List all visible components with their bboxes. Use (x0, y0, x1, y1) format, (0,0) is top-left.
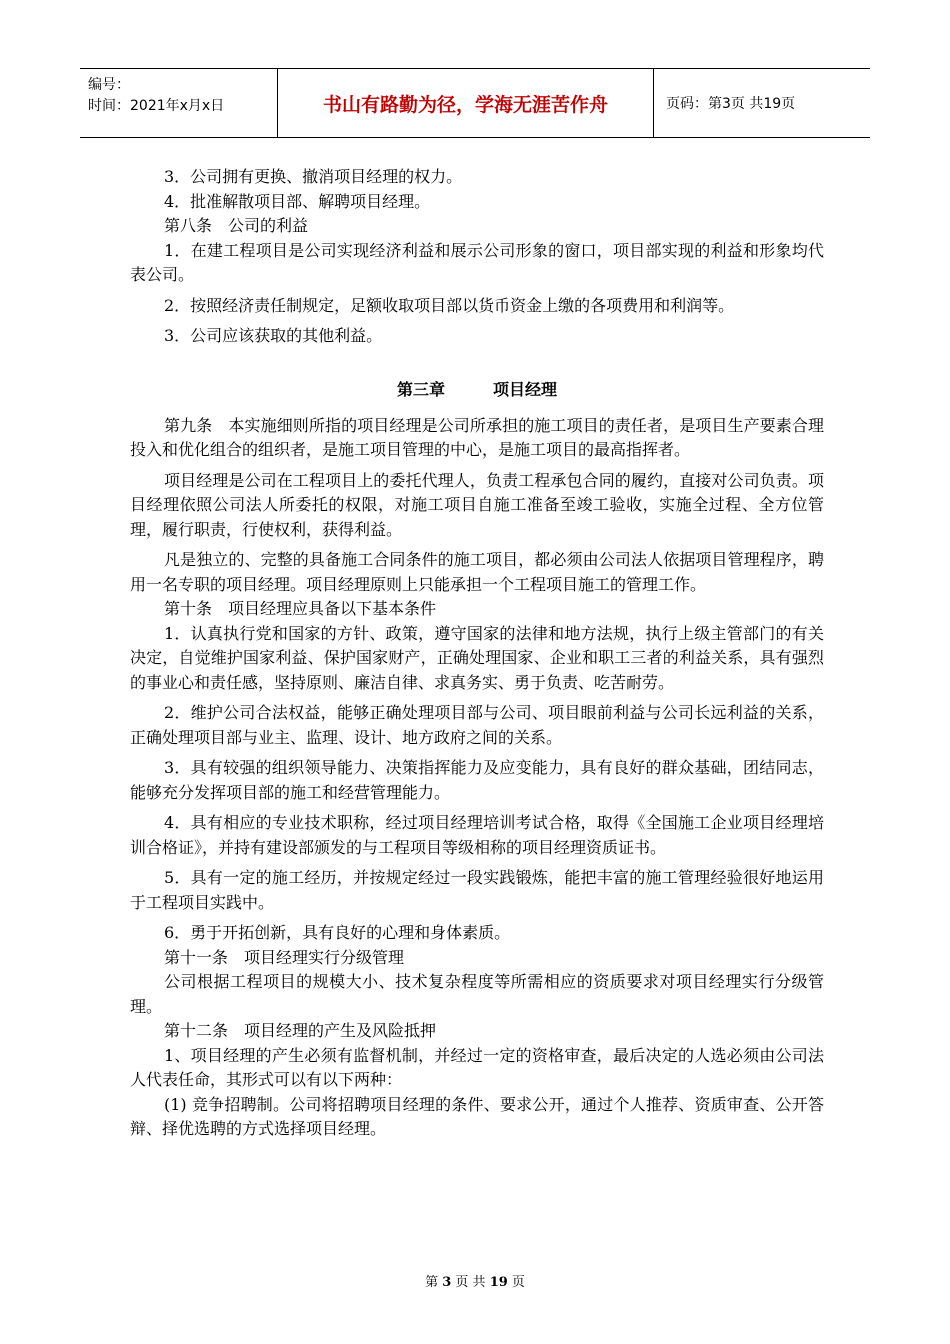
paragraph: 第十一条 项目经理实行分级管理 (164, 947, 405, 967)
footer-middle: 页 共 (455, 1275, 486, 1290)
footer-prefix: 第 (425, 1275, 439, 1290)
paragraph: 6．勇于开拓创新，具有良好的心理和身体素质。 (164, 923, 511, 942)
paragraph: 第十条 项目经理应具备以下基本条件 (164, 599, 437, 618)
paragraph: 公司根据工程项目的规模大小、技术复杂程度等所需相应的资质要求对项目经理实行分级管理。 (130, 972, 824, 1016)
section-before-chapter (130, 165, 824, 349)
paragraph: 凡是独立的、完整的具备施工合同条件的施工项目，都必须由公司法人依据项目管理程序，聘用一名专职的项目经理。项目经理原则上只能承担一个工程项目施工的管理工作。 (130, 550, 824, 594)
page-header (80, 68, 870, 138)
chapter-title: 项目经理 (493, 379, 558, 399)
paragraph: 5．具有一定的施工经历，并按规定经过一段实践锻炼，能把丰富的施工管理经验很好地运用于工程项目实践中。 (130, 868, 824, 912)
time-label: 时间：2021年x月x日 (88, 98, 225, 114)
paragraph: 3．具有较强的组织领导能力、决策指挥能力及应变能力，具有良好的群众基础，团结同志，能够充分发挥项目部的施工和经营管理能力。 (130, 758, 824, 802)
paragraph: 1、项目经理的产生必须有监督机制，并经过一定的资格审查，最后决定的人选必须由公司法人代表任命，其形式可以有以下两种： (130, 1045, 824, 1089)
footer-page-number: 3 (442, 1275, 452, 1290)
paragraph: 4．具有相应的专业技术职称，经过项目经理培训考试合格，取得《全国施工企业项目经理培训合格证》，并持有建设部颁发的与工程项目等级相称的项目经理资质证书。 (130, 813, 824, 857)
paragraph: 3．公司应该获取的其他利益。 (164, 326, 383, 345)
header-page-info: 页码：第3页 共19页 (666, 96, 796, 112)
paragraph: 1．在建工程项目是公司实现经济利益和展示公司形象的窗口，项目部实现的利益和形象均代表公司。 (130, 240, 824, 284)
paragraph: 1．认真执行党和国家的方针、政策，遵守国家的法律和地方法规，执行上级主管部门的有关决定，自觉维护国家利益、保护国家财产，正确处理国家、企业和职工三者的利益关系，具有强烈的事业心和责任感，坚持原则、廉洁自律、求真务实、勇于负责、吃苦耐劳。 (130, 623, 824, 692)
footer-suffix: 页 (511, 1275, 525, 1290)
chapter-number: 第三章 (396, 379, 445, 399)
section-after-chapter (130, 414, 824, 1142)
paragraph: 2．维护公司合法权益，能够正确处理项目部与公司、项目眼前利益与公司长远利益的关系，正确处理项目部与业主、监理、设计、地方政府之间的关系。 (130, 703, 824, 747)
paragraph: 第九条 本实施细则所指的项目经理是公司所承担的施工项目的责任者，是项目生产要素合理投入和优化组合的组织者，是施工项目管理的中心，是施工项目的最高指挥者。 (130, 415, 824, 459)
footer-total-pages: 19 (489, 1275, 508, 1290)
number-label: 编号： (88, 77, 130, 93)
paragraph: 第十二条 项目经理的产生及风险抵押 (164, 1021, 437, 1040)
paragraph: 4．批准解散项目部、解聘项目经理。 (164, 191, 431, 211)
header-meta-cell (80, 69, 278, 137)
paragraph: (1) 竞争招聘制。公司将招聘项目经理的条件、要求公开，通过个人推荐、资质审查、公开答辩、择优选聘的方式选择项目经理。 (130, 1094, 824, 1138)
paragraph: 2．按照经济责任制规定，足额收取项目部以货币资金上缴的各项费用和利润等。 (164, 295, 735, 315)
header-motto: 书山有路勤为径，学海无涯苦作舟 (278, 69, 654, 137)
document-body (130, 165, 824, 1142)
paragraph: 项目经理是公司在工程项目上的委托代理人，负责工程承包合同的履约，直接对公司负责。项目经理依照公司法人所委托的权限，对施工项目自施工准备至竣工验收，实施全过程、全方位管理，履行职责，行使权利，获得利益。 (130, 470, 824, 539)
paragraph: 第八条 公司的利益 (164, 216, 309, 235)
page-footer (0, 1271, 950, 1290)
chapter-heading (130, 377, 824, 400)
paragraph: 3．公司拥有更换、撤消项目经理的权力。 (164, 167, 463, 186)
